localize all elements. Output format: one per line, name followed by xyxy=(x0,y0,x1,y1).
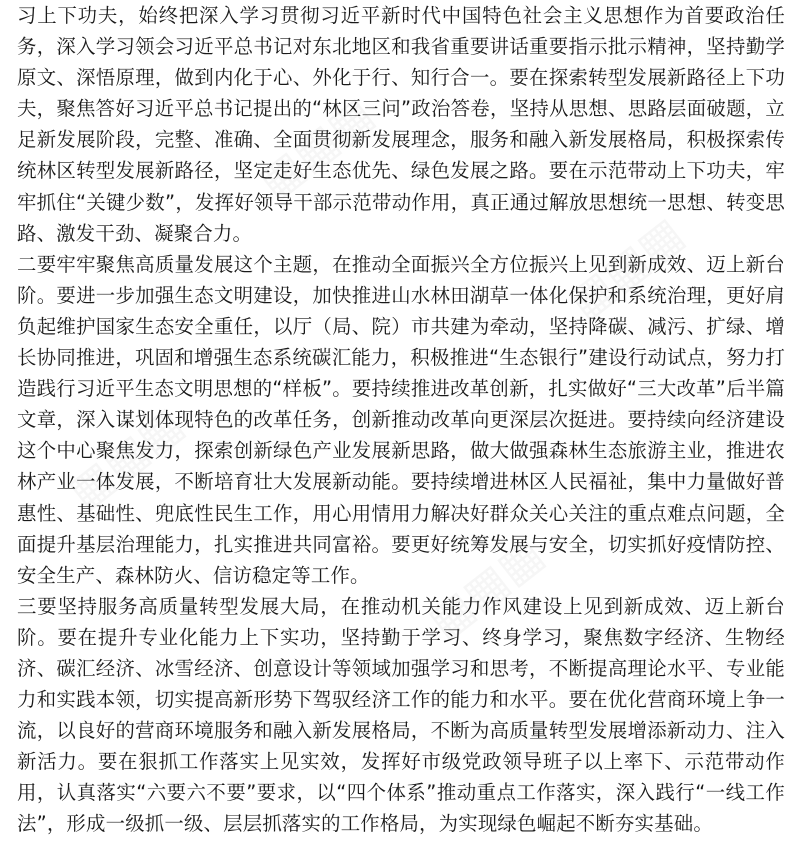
paragraph-2: 二要牢牢聚焦高质量发展这个主题，在推动全面振兴全方位振兴上见到新成效、迈上新台阶。要进一步加强生态文明建设，加快推进山水林田湖草一体化保护和系统治理，更好肩负起维护国家生态安全重任，以厅（局、院）市共建为牵动，坚持降碳、减污、扩绿、增长协同推进，巩固和增强生态系统碳汇能力，积极推进“生态银行”建设行动试点，努力打造践行习近平生态文明思想的“样板”。要持续推进改革创新，扎实做好“三大改革”后半篇文章，深入谋划体现特色的改革任务，创新推动改革向更深层次挺进。要持续向经济建设这个中心聚焦发力，探索创新绿色产业发展新思路，做大做强森林生态旅游主业，推进农林产业一体发展，不断培育壮大发展新动能。要持续增进林区人民福祉，集中力量做好普惠性、基础性、兜底性民生工作，用心用情用力解决好群众关心关注的重点难点问题，全面提升基层治理能力，扎实推进共同富裕。要更好统筹发展与安全，切实抓好疫情防控、安全生产、森林防火、信访稳定等工作。 xyxy=(17,252,785,587)
paragraph-3: 三要坚持服务高质量转型发展大局，在推动机关能力作风建设上见到新成效、迈上新台阶。要在提升专业化能力上下实功，坚持勤于学习、终身学习，聚焦数字经济、生物经济、碳汇经济、冰雪经济、创意设计等领域加强学习和思考，不断提高理论水平、专业能力和实践本领，切实提高新形势下驾驭经济工作的能力和水平。要在优化营商环境上争一流，以良好的营商环境服务和融入新发展格局，不断为高质量转型发展增添新动力、注入新活力。要在狠抓工作落实上见实效，发挥好市级党政领导班子以上率下、示范带动作用，认真落实“六要六不要”要求，以“四个体系”推动重点工作落实，深入践行“一线工作法”，形成一级抓一级、层层抓落实的工作格局，为实现绿色崛起不断夯实基础。 xyxy=(17,594,785,836)
paragraph-1: 习上下功夫，始终把深入学习贯彻习近平新时代中国特色社会主义思想作为首要政治任务，深入学习领会习近平总书记对东北地区和我省重要讲话重要指示批示精神，坚持勤学原文、深悟原理，做到内化于心、外化于行、知行合一。要在探索转型发展新路径上下功夫，聚焦答好习近平总书记提出的“林区三问”政治答卷，坚持从思想、思路层面破题，立足新发展阶段，完整、准确、全面贯彻新发展理念，服务和融入新发展格局，积极探索传统林区转型发展新路径，坚定走好生态优先、绿色发展之路。要在示范带动上下功夫，牢牢抓住“关键少数”，发挥好领导干部示范带动作用，真正通过解放思想统一思想、转变思路、激发干劲、凝聚合力。 xyxy=(17,4,785,245)
document-body xyxy=(17,0,785,840)
